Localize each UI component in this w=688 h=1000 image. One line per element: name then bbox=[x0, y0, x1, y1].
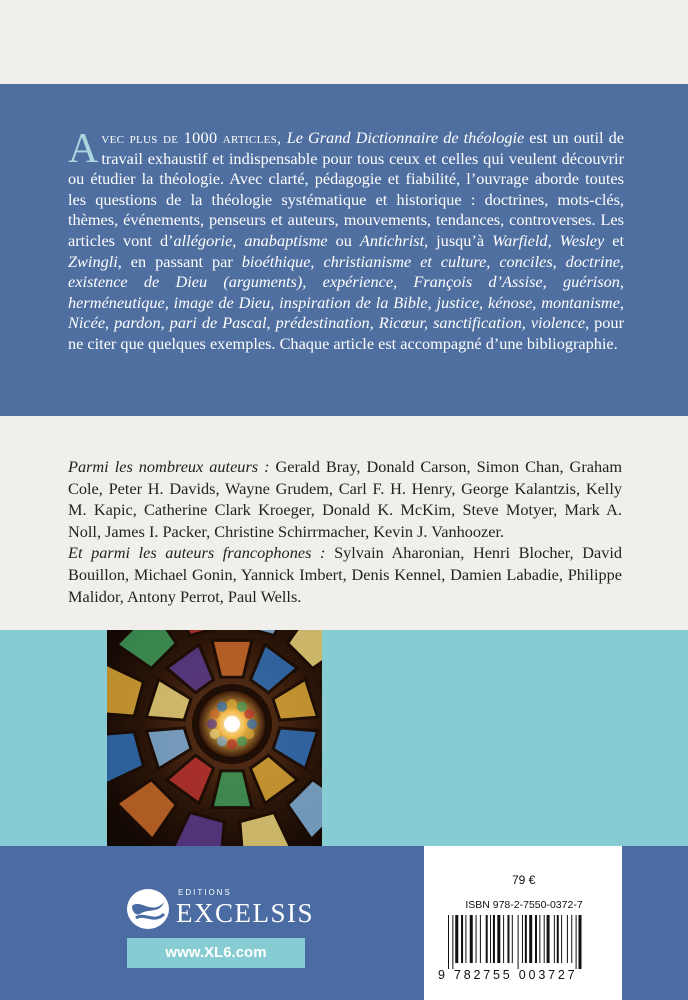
glass-pane bbox=[212, 640, 252, 677]
rosette-petal bbox=[210, 729, 220, 739]
price-label: 79 € bbox=[512, 873, 536, 887]
barcode-bar bbox=[539, 915, 540, 963]
francophone-authors-label: Et parmi les auteurs francophones : bbox=[68, 543, 326, 563]
barcode-bar bbox=[497, 915, 500, 963]
keyword: Warfield bbox=[492, 230, 548, 250]
website-link[interactable]: www.XL6.com bbox=[127, 938, 305, 968]
barcode-bar bbox=[507, 915, 509, 963]
rosette-petal bbox=[244, 709, 254, 719]
barcode-bar bbox=[455, 915, 458, 963]
description-text: est un outil de travail exhaustif et indispensable pour tous ceux et celles qui veulent découvrir ou étudier la théologie. Avec clarté, pédagogie et fiabilité, l’ouvrage aborde toutes les questions de la théologie systématique et historique : doctrines, mots-clés, thèmes, événements, penseurs et auteurs, mouvements, tendances, controverses. Les articles vont d’ bbox=[68, 128, 624, 250]
barcode-bar bbox=[480, 915, 481, 963]
barcode-bar bbox=[470, 915, 473, 963]
barcode-bar bbox=[525, 915, 527, 963]
rosette-petal bbox=[244, 729, 254, 739]
barcode-bar bbox=[476, 915, 477, 963]
barcode-bar bbox=[529, 915, 532, 963]
barcode-bar bbox=[571, 915, 572, 963]
barcode-bar bbox=[535, 915, 537, 963]
rosette-petal bbox=[237, 736, 247, 746]
lead-smallcaps: vec plus de 1000 articles, bbox=[101, 128, 287, 147]
keyword: allégorie bbox=[173, 230, 233, 250]
barcode-bar bbox=[465, 915, 466, 963]
rosette-petal bbox=[247, 719, 257, 729]
keyword: Antichrist bbox=[359, 230, 425, 250]
barcode-bar bbox=[557, 915, 559, 963]
separator: , bbox=[232, 230, 245, 250]
barcode-bar bbox=[579, 915, 582, 969]
stained-glass-window-image bbox=[107, 630, 322, 846]
excelsis-swirl-icon bbox=[126, 888, 170, 930]
authors-names: Gerald Bray, Donald Carson, Simon Chan, Graham Cole, Peter H. Davids, Wayne Grudem, Carl F. H. Henry, George Kalantzis, Kelly M. Kapic, Catherine Clark Kroeger, Donald K. McKim, Steve Motyer, Mark A. Noll, James I. Packer, Christine Schirrmacher, Kevin J. Vanhoozer. bbox=[68, 457, 622, 541]
rosette-petal bbox=[227, 699, 237, 709]
barcode-bar bbox=[576, 915, 577, 969]
drop-cap: A bbox=[68, 126, 99, 172]
barcode-bar bbox=[512, 915, 513, 963]
description-closing: , pour ne citer que quelques exemples. Chaque article est accompagné d’une bibliographie. bbox=[68, 313, 624, 353]
barcode-bar bbox=[554, 915, 555, 963]
publisher-logo bbox=[124, 884, 315, 934]
barcode-bar bbox=[493, 915, 495, 963]
barcode-bar bbox=[448, 915, 449, 969]
separator: et bbox=[604, 230, 625, 250]
separator: , bbox=[547, 230, 560, 250]
separator: , en passant par bbox=[117, 251, 242, 271]
top-margin bbox=[0, 0, 688, 84]
barcode-digits: 9 782755 003727 bbox=[438, 968, 578, 982]
keyword-list: bioéthique, christianisme et culture, conciles, doctrine, existence de Dieu (arguments), expérience, François d’Assise, guérison, herméneutique, image de Dieu, inspiration de la Bible, justice, kénose, montanisme, Nicée, pardon, pari de Pascal, prédestination, Ricœur, sanctification, violence bbox=[68, 251, 625, 333]
rosette-petal bbox=[207, 719, 217, 729]
barcode-bar bbox=[452, 915, 453, 969]
barcode-bar bbox=[486, 915, 488, 963]
barcode-bar bbox=[547, 915, 550, 963]
barcode-bar bbox=[490, 915, 491, 963]
keyword: anabaptisme bbox=[244, 230, 328, 250]
barcode-bar bbox=[561, 915, 562, 963]
separator: , jusqu’à bbox=[424, 230, 493, 250]
publisher-name: EXCELSIS bbox=[176, 898, 315, 928]
rosette-petal bbox=[237, 702, 247, 712]
barcode-bar bbox=[522, 915, 523, 963]
barcode-bar bbox=[544, 915, 545, 963]
keyword: Wesley bbox=[559, 230, 605, 250]
authors-list bbox=[68, 456, 622, 607]
isbn-label: ISBN 978-2-7550-0372-7 bbox=[465, 899, 583, 911]
book-description bbox=[68, 128, 624, 355]
glass-pane bbox=[212, 771, 252, 808]
barcode-bar bbox=[503, 915, 504, 963]
book-title: Le Grand Dictionnaire de théologie bbox=[286, 128, 525, 147]
rosette-petal bbox=[217, 702, 227, 712]
francophone-authors-names: Sylvain Aharonian, Henri Blocher, David Bouillon, Michael Gonin, Yannick Imbert, Denis Kennel, Damien Labadie, Philippe Malidor, Antony Perrot, Paul Wells. bbox=[68, 543, 623, 606]
barcode-bars bbox=[448, 915, 614, 969]
barcode-bar bbox=[461, 915, 463, 963]
rosette-petal bbox=[217, 736, 227, 746]
barcode-bar bbox=[518, 915, 519, 969]
keyword: Zwingli bbox=[68, 251, 118, 271]
rosette-petal bbox=[227, 739, 237, 749]
rosette-petal bbox=[210, 709, 220, 719]
authors-label: Parmi les nombreux auteurs : bbox=[68, 457, 270, 476]
image-band bbox=[0, 630, 688, 846]
editions-label: EDITIONS bbox=[178, 888, 232, 897]
barcode-bar bbox=[567, 915, 568, 963]
separator: ou bbox=[327, 230, 360, 250]
